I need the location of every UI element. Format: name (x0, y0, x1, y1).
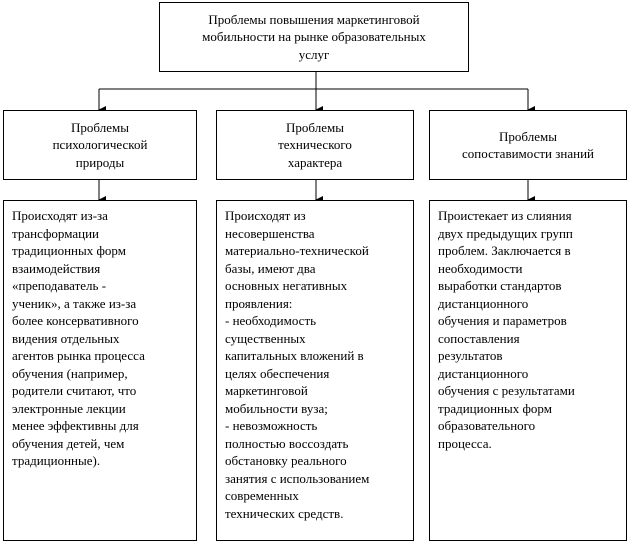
description-psychological: Происходят из-за трансформации традиционных форм взаимодействия «преподаватель - ученик», а также из-за более консервативного видения отдельных агентов рынка процесса обучения (например, родители считают, что электронные лекции менее эффективны для обучения детей, чем традиционные). (12, 208, 145, 468)
heading-psychological: Проблемы психологической природы (52, 119, 148, 170)
top-problem-title: Проблемы повышения маркетинговой мобильности на рынке образовательных услуг (202, 11, 426, 62)
heading-technical: Проблемы технического характера (278, 119, 352, 170)
description-box-comparability (429, 200, 627, 541)
heading-box-comparability (429, 110, 627, 180)
description-technical: Происходят из несовершенства материально-технической базы, имеют два основных негативных проявления: - необходимость существенных капитальных вложений в целях обеспечения маркетинговой мобильности вуза; - невозможность полностью воссоздать обстановку реального занятия с использованием современных технических средств. (225, 208, 370, 521)
top-problem-box (159, 2, 469, 72)
heading-comparability: Проблемы сопоставимости знаний (462, 128, 594, 161)
description-comparability: Проистекает из слияния двух предыдущих групп проблем. Заключается в необходимости выработки стандартов дистанционного обучения и параметров сопоставления результатов дистанционного обучения с результатами традиционных форм образовательного процесса. (438, 208, 575, 451)
heading-box-psychological (3, 110, 197, 180)
description-box-psychological (3, 200, 197, 541)
heading-box-technical (216, 110, 414, 180)
description-box-technical (216, 200, 414, 541)
